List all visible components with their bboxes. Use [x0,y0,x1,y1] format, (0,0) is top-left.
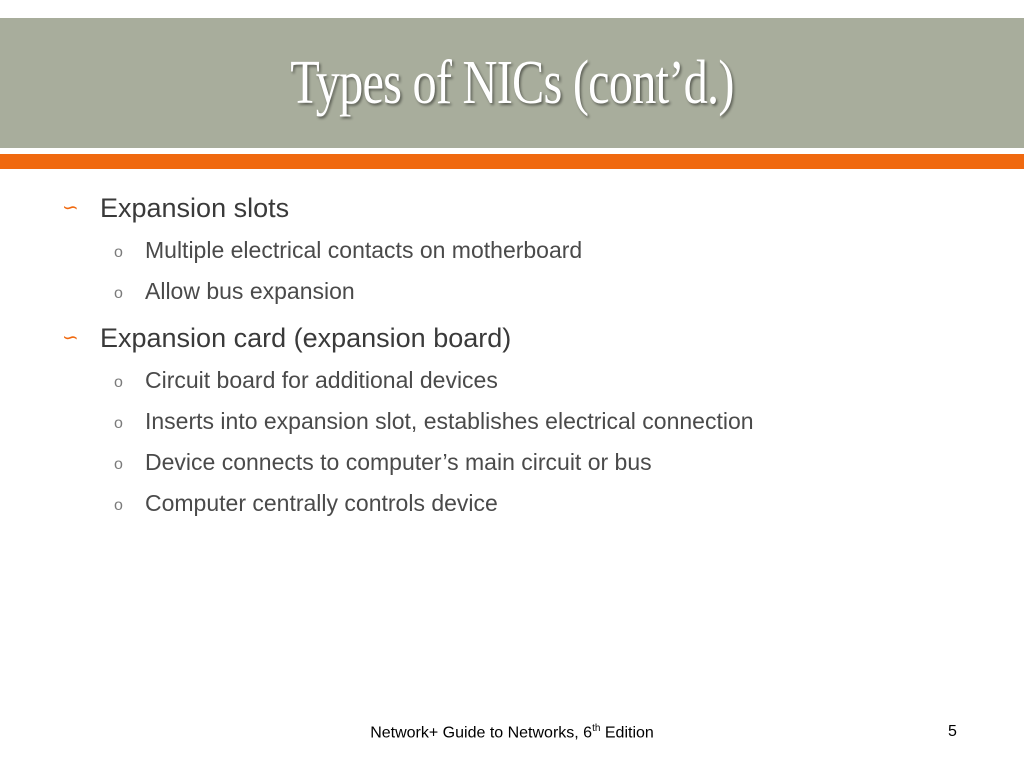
curl-bullet-icon: ∽ [62,197,79,219]
circle-bullet-icon: o [114,497,123,514]
sub-bullet-item [60,483,980,524]
circle-bullet-icon: o [114,456,123,473]
sub-bullet-text: Multiple electrical contacts on motherboard [145,237,583,263]
bullet-item [60,316,980,360]
bullet-item [60,186,980,230]
circle-bullet-icon: o [114,244,123,261]
sub-bullet-text: Computer centrally controls device [145,490,498,516]
bullet-list [60,186,980,524]
circle-bullet-icon: o [114,415,123,432]
sub-bullet-item [60,360,980,401]
sub-bullet-text: Circuit board for additional devices [145,367,498,393]
page-number: 5 [948,723,957,740]
footer [0,720,1024,746]
sub-bullet-text: Inserts into expansion slot, establishes electrical connection [145,408,754,434]
sub-bullet-item [60,271,980,312]
bullet-text: Expansion card (expansion board) [100,323,512,353]
slide-title: Types of NICs (cont’d.) [290,48,734,117]
title-band [0,18,1024,148]
curl-bullet-icon: ∽ [62,327,79,349]
sub-bullet-text: Allow bus expansion [145,278,355,304]
accent-bar [0,154,1024,169]
circle-bullet-icon: o [114,374,123,391]
sub-bullet-item [60,230,980,271]
footer-book-title: Network+ Guide to Networks, 6th Edition [370,723,654,742]
circle-bullet-icon: o [114,285,123,302]
sub-bullet-item [60,442,980,483]
sub-bullet-item [60,401,980,442]
bullet-text: Expansion slots [100,193,290,223]
sub-bullet-text: Device connects to computer’s main circuit or bus [145,449,652,475]
